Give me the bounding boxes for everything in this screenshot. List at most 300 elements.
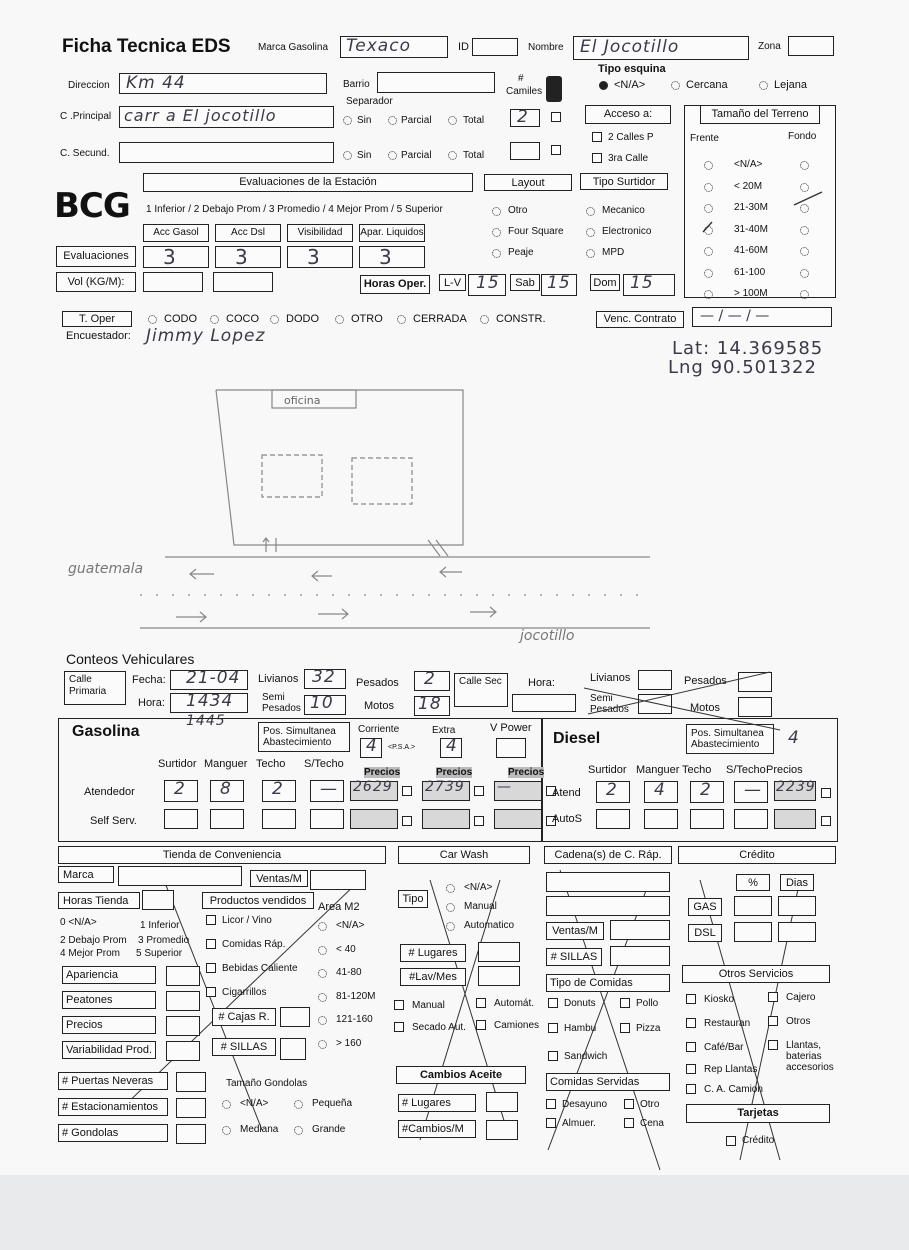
sketch-oficina-label: oficina (284, 394, 321, 407)
acceso-2calles-label: 2 Calles P (608, 132, 654, 143)
aceite-lugares-field[interactable] (486, 1092, 518, 1112)
servicio-check[interactable] (768, 992, 778, 1002)
layout-radio[interactable] (492, 228, 501, 237)
secund-sin-label: Sin (357, 150, 372, 161)
tarjeta-credito-check[interactable] (726, 1136, 736, 1146)
arrow-left-1 (190, 569, 214, 579)
toper-option-label: CONSTR. (496, 313, 546, 325)
dsl-autos-field[interactable] (596, 809, 630, 829)
toper-option-label: OTRO (351, 313, 383, 325)
gas-col-header: Techo (256, 758, 286, 770)
ventas-tienda-field[interactable] (310, 870, 366, 890)
tienda-row-field[interactable] (166, 966, 200, 986)
area-radio[interactable] (318, 993, 327, 1002)
servida-label: Cena (640, 1118, 664, 1129)
fondo-radio[interactable] (800, 183, 809, 192)
frente-radio[interactable] (704, 290, 713, 299)
dsl-col-header: Surtidor (588, 764, 627, 776)
gas-price-value: — (497, 779, 512, 795)
tienda-row-field[interactable] (166, 1041, 200, 1061)
comida-check[interactable] (620, 998, 630, 1008)
wash-lugares-field[interactable] (478, 942, 520, 962)
layout-radio[interactable] (492, 249, 501, 258)
area-radio[interactable] (318, 969, 327, 978)
gas-col-header: Surtidor (158, 758, 197, 770)
surtidor-radio[interactable] (586, 207, 595, 216)
dsl-credito-label: DSL (688, 924, 722, 942)
area-option-label: 81-120M (336, 990, 376, 1002)
principal-label: C .Principal (60, 111, 112, 122)
gas-self-price-field[interactable] (422, 809, 470, 829)
area-option-label: < 40 (336, 943, 356, 955)
gas-atend-value: — (320, 779, 338, 799)
wash-tipo-radio[interactable] (446, 884, 455, 893)
dsl-autos-field[interactable] (734, 809, 768, 829)
comida-check[interactable] (620, 1023, 630, 1033)
area-radio[interactable] (318, 946, 327, 955)
comida-label: Hambu (564, 1023, 597, 1034)
evaluaciones-label: Evaluaciones (56, 246, 136, 267)
fondo-radio[interactable] (800, 226, 809, 235)
frente-radio[interactable] (704, 204, 713, 213)
sab-value: 15 (547, 273, 571, 293)
lv-value: 15 (476, 273, 500, 293)
comida-label: Sandwich (564, 1051, 608, 1062)
fondo-radio[interactable] (800, 247, 809, 256)
acceso-3ra-label: 3ra Calle (608, 153, 649, 164)
toper-option-label: CODO (164, 313, 197, 325)
area-radio[interactable] (318, 922, 327, 931)
livianos-label: Livianos (258, 673, 299, 685)
arrow-exit (428, 540, 448, 556)
wash-lav-label: #Lav/Mes (400, 968, 466, 986)
dsl-price-value: 2239 (776, 779, 816, 795)
secund-total-label: Total (463, 150, 485, 161)
gas-atend-value: 2 (174, 779, 186, 799)
gas-price-value: 2629 (353, 779, 393, 795)
eval-col-header: Acc Gasol (143, 224, 209, 242)
tienda-scale-item: 2 Debajo Prom (60, 935, 127, 946)
principal-sin-label: Sin (357, 115, 372, 126)
servicio-label: Otros (786, 1016, 811, 1027)
tam-radio[interactable] (294, 1100, 303, 1109)
extra-label: Extra (432, 725, 456, 736)
producto-check[interactable] (206, 939, 216, 949)
dsl-col-header: S/Techo (726, 764, 766, 776)
motos2-label: Motos (690, 702, 720, 714)
frente-radio[interactable] (704, 269, 713, 278)
livianos2-label: Livianos (590, 672, 631, 684)
principal-parcial-label: Parcial (401, 115, 432, 126)
arrow-right-3 (470, 607, 496, 617)
tam-radio[interactable] (294, 1126, 303, 1135)
servicio-label: Café/Bar (704, 1042, 744, 1053)
dsl-pct-field[interactable] (734, 922, 772, 942)
venc-value: — / — / — (700, 308, 770, 324)
terreno-header: Tamaño del Terreno (700, 105, 820, 124)
marca-label: Marca Gasolina (258, 42, 329, 53)
motos-value: 18 (418, 694, 442, 714)
sillas-tienda-label: # SILLAS (212, 1038, 276, 1056)
tienda-row-label: Precios (62, 1016, 156, 1034)
producto-label: Cigarrillos (222, 987, 267, 998)
fondo-label: Fondo (788, 131, 817, 142)
dsl-col-header: Techo (682, 764, 712, 776)
hora-sec-label: Hora: (528, 677, 555, 689)
sketch-lot (216, 390, 463, 545)
gas-self-price-field[interactable] (494, 809, 542, 829)
cadena-ventas-field[interactable] (610, 920, 670, 940)
tipo-wash-label: Tipo (398, 890, 428, 908)
dsl-col-header: Manguer (636, 764, 680, 776)
semi2-field[interactable] (638, 694, 672, 714)
eval-col-header: Acc Dsl (215, 224, 281, 242)
surtidor-option-label: Electronico (602, 226, 652, 237)
motos2-field[interactable] (738, 697, 772, 717)
tienda-row-label: Apariencia (62, 966, 156, 984)
wash-check[interactable] (476, 998, 486, 1008)
hora-value: 1434 (186, 691, 234, 711)
terreno-option-label: 31-40M (734, 223, 768, 235)
servicio-label: Cajero (786, 992, 816, 1003)
servicio-check[interactable] (768, 1016, 778, 1026)
encuestador-label: Encuestador: (66, 330, 131, 342)
sab-label: Sab (510, 274, 540, 291)
acceso-header: Acceso a: (585, 105, 671, 124)
semi2-label: Semi Pesados (590, 693, 629, 715)
tienda-scale-item: 3 Promedio (138, 935, 190, 946)
dsl-autos-field[interactable] (644, 809, 678, 829)
toper-option-label: COCO (226, 313, 259, 325)
eval-scale: 1 Inferior / 2 Debajo Prom / 3 Promedio / 4 Mejor Prom / 5 Superior (146, 204, 443, 215)
tienda-scale-item: 1 Inferior (140, 920, 180, 931)
toper-radio[interactable] (480, 315, 489, 324)
servicio-check[interactable] (686, 1064, 696, 1074)
otros-servicios-header: Otros Servicios (682, 965, 830, 983)
pesados-value: 2 (424, 669, 436, 689)
sketch-island-2 (352, 458, 412, 504)
id-label: ID (458, 41, 469, 53)
dsl-col-header: Precios (766, 764, 803, 776)
camiles-hash: # (518, 73, 524, 84)
gas-self-field[interactable] (310, 809, 344, 829)
gas-self-field[interactable] (164, 809, 198, 829)
cadena-name-field-2[interactable] (546, 896, 670, 916)
dsl-autos-field[interactable] (690, 809, 724, 829)
pct-label: % (736, 874, 770, 891)
frente-radio[interactable] (704, 226, 713, 235)
terreno-option-label: 21-30M (734, 202, 768, 213)
aceite-header: Cambios Aceite (396, 1066, 526, 1084)
toper-radio[interactable] (210, 315, 219, 324)
conteos-title: Conteos Vehiculares (66, 651, 195, 667)
surtidor-header: Tipo Surtidor (580, 173, 668, 190)
hora-label: Hora: (138, 697, 165, 709)
tam-option-label: Grande (312, 1124, 346, 1135)
surtidor-radio[interactable] (586, 228, 595, 237)
pesados2-label: Pesados (684, 675, 727, 687)
comida-label: Pollo (636, 998, 659, 1009)
gas-credito-label: GAS (688, 898, 722, 916)
area-radio[interactable] (318, 1040, 327, 1049)
atend-label: Atend (552, 787, 581, 799)
carwash-header: Car Wash (398, 846, 530, 864)
producto-label: Bebidas Caliente (222, 963, 298, 974)
tarjetas-header: Tarjetas (686, 1104, 830, 1123)
gas-price-value: 2739 (425, 779, 465, 795)
livianos2-field[interactable] (638, 670, 672, 690)
servida-label: Almuer. (562, 1118, 596, 1129)
terreno-option-label: 41-60M (734, 245, 768, 256)
tienda-scale-item: 5 Superior (136, 948, 183, 959)
tipo-esquina-label: Tipo esquina (598, 63, 666, 75)
pesados2-field[interactable] (738, 672, 772, 692)
servida-check[interactable] (624, 1099, 634, 1109)
area-radio[interactable] (318, 1016, 327, 1025)
terreno-option-label: <N/A> (734, 159, 763, 170)
fondo-radio[interactable] (800, 290, 809, 299)
comida-label: Donuts (564, 998, 596, 1009)
tienda-row-label: Variabilidad Prod. (62, 1041, 156, 1059)
servicio-label: C. A. Camion (704, 1084, 763, 1095)
autos-label: AutoS (552, 813, 582, 825)
dsl-atend-value: 2 (606, 780, 618, 800)
servicio-check[interactable] (686, 1018, 696, 1028)
servicio-check[interactable] (686, 1042, 696, 1052)
gas-col-header: Manguer (204, 758, 248, 770)
eval-header: Evaluaciones de la Estación (143, 173, 473, 192)
comida-label: Pizza (636, 1023, 661, 1034)
wash-check[interactable] (394, 1022, 404, 1032)
tam-gondolas-label: Tamaño Gondolas (226, 1078, 308, 1089)
cadena-name-field-1[interactable] (546, 872, 670, 892)
gas-pos-label: Pos. Simultanea Abastecimiento (258, 722, 350, 752)
estac-field[interactable] (176, 1098, 206, 1118)
wash-tipo-radio[interactable] (446, 922, 455, 931)
fondo-radio[interactable] (800, 204, 809, 213)
eval-value: 3 (235, 245, 249, 269)
wash-lav-field[interactable] (478, 966, 520, 986)
wash-check-label: Automát. (494, 998, 535, 1009)
servicio-label: Rep Llantas (704, 1064, 758, 1075)
servida-check[interactable] (624, 1118, 634, 1128)
bcg-logo: BCG (54, 186, 130, 226)
servicio-check[interactable] (768, 1040, 778, 1050)
ventas-tienda-label: Ventas/M (250, 870, 308, 887)
esquina-cercana-label: Cercana (686, 79, 728, 91)
toper-radio[interactable] (335, 315, 344, 324)
wash-check-label: Manual (412, 1000, 445, 1011)
puertas-field[interactable] (176, 1072, 206, 1092)
direccion-value: Km 44 (126, 73, 186, 93)
tienda-row-field[interactable] (166, 991, 200, 1011)
fecha-value: 21-04 (186, 668, 241, 688)
gas-precios-label: Precios (364, 767, 401, 778)
toper-radio[interactable] (270, 315, 279, 324)
servicio-label: Llantas, baterias accesorios (786, 1040, 834, 1073)
credito-header: Crédito (678, 846, 836, 864)
zona-label: Zona (758, 41, 781, 52)
marca-tienda-label: Marca (58, 866, 114, 883)
secund-label: C. Secund. (60, 148, 110, 159)
terreno-option-label: 61-100 (734, 266, 766, 278)
frente-radio[interactable] (704, 161, 713, 170)
area-option-label: <N/A> (336, 920, 365, 931)
eval-value: 3 (307, 245, 321, 269)
calle-sec-label: Calle Sec (454, 673, 508, 707)
wash-lugares-label: # Lugares (400, 944, 466, 962)
frente-radio[interactable] (704, 183, 713, 192)
terreno-option-label: > 100M (734, 288, 768, 299)
comida-check[interactable] (548, 998, 558, 1008)
dsl-atend-value: 4 (654, 780, 666, 800)
cadena-sillas-field[interactable] (610, 946, 670, 966)
gas-precios-label: Precios (508, 767, 545, 778)
corriente-label: Corriente (358, 724, 400, 735)
tienda-scale-item: 0 <N/A> (60, 917, 97, 928)
sketch-jocotillo-label: jocotillo (520, 628, 575, 644)
tarjeta-credito-label: Crédito (742, 1135, 775, 1146)
dsl-atend-value: — (744, 780, 762, 800)
tam-option-label: Mediana (240, 1124, 279, 1135)
tienda-row-field[interactable] (166, 1016, 200, 1036)
arrow-left-3 (440, 567, 462, 577)
dsl-auto-price-check[interactable] (821, 816, 831, 826)
dias-label: Dias (780, 874, 814, 891)
gas-self-field[interactable] (210, 809, 244, 829)
dsl-dias-field[interactable] (778, 922, 816, 942)
fondo-radio[interactable] (800, 161, 809, 170)
gas-self-price-check[interactable] (402, 816, 412, 826)
tam-radio[interactable] (222, 1100, 231, 1109)
corriente-value: 4 (366, 736, 378, 756)
marca-value: Texaco (346, 36, 411, 56)
gas-self-price-check[interactable] (474, 816, 484, 826)
venc-label: Venc. Contrato (596, 311, 684, 328)
horas-header: Horas Oper. (360, 275, 430, 294)
tipo-comidas-header: Tipo de Comidas (546, 974, 670, 992)
gas-self-field[interactable] (262, 809, 296, 829)
toper-option-label: CERRADA (413, 313, 467, 325)
arrow-right-2 (318, 609, 348, 619)
producto-check[interactable] (206, 963, 216, 973)
arrow-right-1 (176, 612, 206, 622)
self-serv-label: Self Serv. (90, 815, 137, 827)
wash-check-label: Camiones (494, 1020, 540, 1031)
wash-tipo-radio[interactable] (446, 903, 455, 912)
toper-option-label: DODO (286, 313, 319, 325)
wash-tipo-label: Manual (464, 901, 497, 912)
atendedor-label: Atendedor (84, 786, 135, 798)
productos-label: Productos vendidos (202, 892, 314, 909)
dsl-auto-price-field[interactable] (774, 809, 816, 829)
puertas-label: # Puertas Neveras (58, 1072, 168, 1090)
tienda-row-label: Peatones (62, 991, 156, 1009)
vol-label: Vol (KG/M): (56, 272, 136, 292)
frente-radio[interactable] (704, 247, 713, 256)
servida-check[interactable] (546, 1099, 556, 1109)
psa-label: <P.S.A.> (388, 744, 416, 751)
cajas-label: # Cajas R. (212, 1008, 276, 1026)
semipesados-label: Semi Pesados (262, 692, 301, 714)
fondo-radio[interactable] (800, 269, 809, 278)
comida-check[interactable] (548, 1051, 558, 1061)
tienda-header: Tienda de Conveniencia (58, 846, 386, 864)
extra-value: 4 (446, 736, 458, 756)
pesados-label: Pesados (356, 677, 399, 689)
gas-pct-field[interactable] (734, 896, 772, 916)
producto-check[interactable] (206, 915, 216, 925)
dsl-pos-value: 4 (788, 728, 800, 748)
layout-radio[interactable] (492, 207, 501, 216)
servicio-check[interactable] (686, 1084, 696, 1094)
surtidor-option-label: MPD (602, 247, 625, 258)
principal-total-label: Total (463, 115, 485, 126)
marca-tienda-field[interactable] (118, 866, 242, 886)
wash-check[interactable] (394, 1000, 404, 1010)
wash-tipo-label: <N/A> (464, 882, 493, 893)
producto-label: Comidas Ráp. (222, 939, 286, 950)
vpower-label: V Power (490, 722, 532, 734)
servicio-check[interactable] (686, 994, 696, 1004)
gas-precios-label: Precios (436, 767, 473, 778)
aceite-cambios-field[interactable] (486, 1120, 518, 1140)
direccion-label: Direccion (68, 80, 110, 91)
aceite-lugares-label: # Lugares (398, 1094, 476, 1112)
dom-label: Dom (590, 274, 620, 291)
lat-value: Lat: 14.369585 (672, 338, 824, 359)
eval-value: 3 (163, 245, 177, 269)
servicio-label: Restauran (704, 1018, 751, 1029)
surtidor-radio[interactable] (586, 249, 595, 258)
esquina-lejana-label: Lejana (774, 79, 808, 91)
camiles-principal-value: 2 (517, 107, 529, 127)
gas-price-check[interactable] (474, 786, 484, 796)
gondolas-field[interactable] (176, 1124, 206, 1144)
toper-radio[interactable] (148, 315, 157, 324)
cadena-sillas-label: # SILLAS (546, 948, 602, 966)
esquina-na-label: <N/A> (614, 79, 646, 91)
sillas-tienda-field[interactable] (280, 1038, 306, 1060)
sketch-guatemala-label: guatemala (68, 561, 144, 577)
layout-header: Layout (484, 174, 572, 191)
area-option-label: 121-160 (336, 1014, 373, 1025)
gas-dias-field[interactable] (778, 896, 816, 916)
cajas-field[interactable] (280, 1007, 310, 1027)
gas-price-check[interactable] (402, 786, 412, 796)
secund-parcial-label: Parcial (401, 150, 432, 161)
tam-radio[interactable] (222, 1126, 231, 1135)
gas-self-price-field[interactable] (350, 809, 398, 829)
servida-label: Desayuno (562, 1099, 608, 1110)
wash-check[interactable] (476, 1020, 486, 1030)
calle-primaria-label: Calle Primaria (64, 671, 126, 705)
hora-sec-field[interactable] (512, 694, 576, 712)
servida-check[interactable] (546, 1118, 556, 1128)
horas-tienda-field[interactable] (142, 890, 174, 910)
toper-radio[interactable] (397, 315, 406, 324)
separador-label: Separador (346, 96, 393, 107)
layout-option-label: Peaje (508, 247, 534, 258)
gasolina-title: Gasolina (72, 723, 140, 740)
dsl-price-check[interactable] (821, 788, 831, 798)
lng-value: Lng 90.501322 (668, 357, 817, 378)
comida-check[interactable] (548, 1023, 558, 1033)
barrio-label: Barrio (343, 79, 370, 90)
camiles-label: Camiles (506, 86, 543, 97)
producto-check[interactable] (206, 987, 216, 997)
vpower-field[interactable] (496, 738, 526, 758)
